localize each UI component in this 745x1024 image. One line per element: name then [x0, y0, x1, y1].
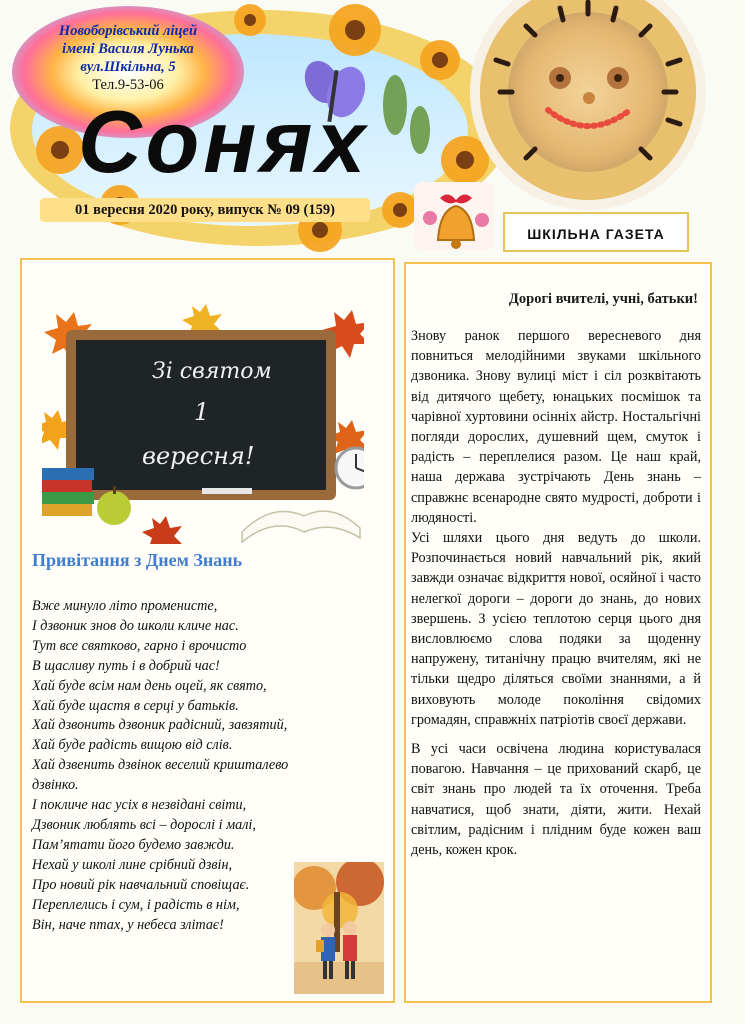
school-name-line1: Новоборівський ліцей [58, 23, 198, 39]
poem-line: Вже минуло літо променисте, [32, 598, 218, 614]
poem-line: Тут все святково, гарно і врочисто [32, 637, 247, 654]
school-address: вул.Шкільна, 5 [80, 59, 176, 75]
section-label: ШКІЛЬНА ГАЗЕТА [503, 212, 689, 252]
schoolchildren-illustration [294, 862, 384, 994]
school-phone: Тел.9-53-06 [92, 77, 164, 93]
greeting-title: Привітання з Днем Знань [32, 550, 243, 570]
poem-line: Хай буде щастя в серці у батьків. [32, 697, 239, 714]
poem-line: Хай буде радість вищою від слів. [32, 737, 233, 754]
poem-line: В щасливу путь і в добрий час! [32, 657, 220, 674]
article-paragraph: В усі часи освічена людина користувалася повагою. Навчання – це прихований скарб, це світ знань про людей та їх оточення. Треба навчатися, щоб знати, діяти, жити. Нехай світлим, радісним і плідним буде кожен ваш день, кожен крок. [411, 741, 701, 859]
poem-line: Хай буде всім нам день оцей, як свято, [32, 677, 267, 694]
article-body [411, 326, 701, 860]
board-text-line1: Зі святом [152, 359, 272, 384]
poem-line: Дзвоник люблять всі – дорослі і малі, [32, 816, 256, 833]
poem-line: І дзвоник знов до школи кличе нас. [32, 617, 239, 634]
poem-line: Хай дзвенить дзвінок веселий кришталево [32, 757, 289, 774]
school-info [28, 22, 228, 94]
poem-line: Про новий рік навчальний сповіщає. [32, 876, 250, 893]
poem-line: Хай дзвонить дзвоник радісний, завзятий, [32, 717, 288, 734]
issue-line: 01 вересня 2020 року, випуск № 09 (159) [40, 198, 370, 222]
poem-line: дзвінко. [32, 777, 79, 794]
poem-line: І покличе нас усіх в незвідані світи, [32, 797, 247, 814]
poem-line: Нехай у школі лине срібний дзвін, [32, 856, 233, 873]
article-heading: Дорогі вчителі, учні, батьки! [508, 291, 698, 307]
newspaper-title: Соняx [78, 92, 370, 191]
poem-line: Він, наче птах, у небеса злітає! [32, 916, 224, 933]
article-paragraph: Знову ранок першого вересневого дня повниться мелодійними звуками шкільного дзвоника. Знову вулиці міст і сіл розквітають від дитячого щебету, юнацьких посмішок та чарівної хуртовини осінніх айстр. Ностальгічні погляди дорослих, душевний щем, смуток і радість – переплелися разом. Це наш край, наша держава зустрічають День знань – справжнє всенародне свято мудрості, доброти і людяності. [411, 328, 701, 526]
poem-line: Переплелись і сум, і радість в нім, [32, 896, 240, 913]
chalkboard-illustration [42, 302, 364, 544]
board-text-line3: вересня! [142, 442, 255, 470]
poem [32, 597, 322, 935]
board-text-line2: 1 [194, 398, 210, 426]
poem-line: Пам’ятати його будемо завжди. [32, 836, 235, 853]
school-name-line2: імені Василя Лунька [62, 41, 194, 57]
article-paragraph: Усі шляхи цього дня ведуть до школи. Розпочинається новий навчальний рік, який завжди означає відкриття нової, осяйної і часто нелегкої дороги – дороги до знань, до нових звершень. З усією теплотою серця цього дня висловлюємо слова подяки за щоденну напружену, титанічну працю вчителям, які не тільки щедро діляться своїми знаннями, а й виховують молоде покоління свідомих громадян, справжніх патріотів своєї держави. [411, 530, 701, 728]
